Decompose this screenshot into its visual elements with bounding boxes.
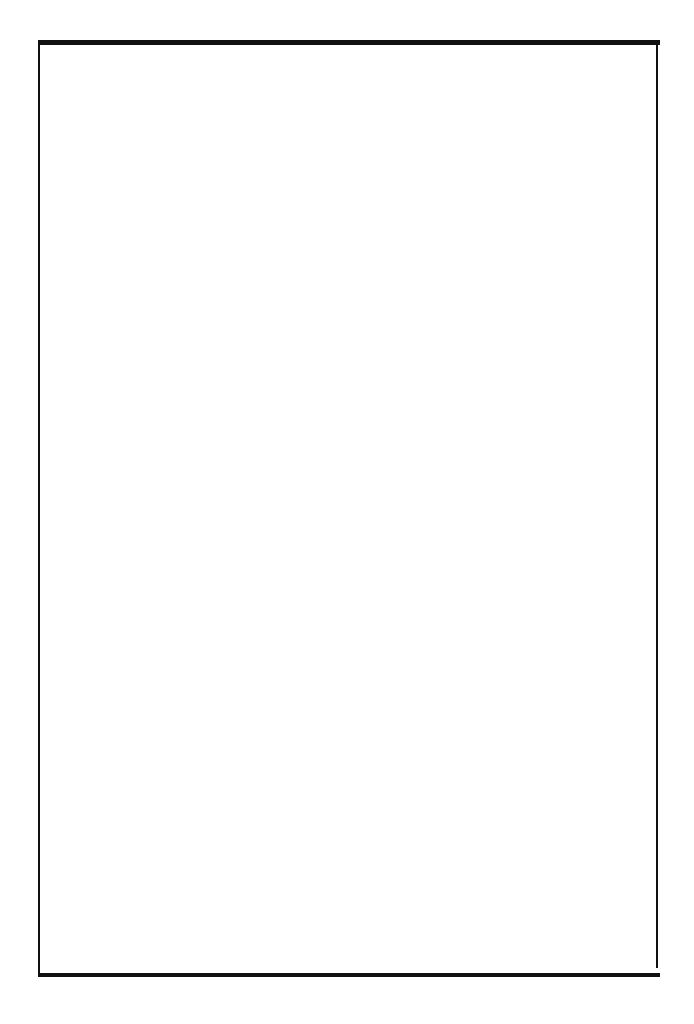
- margin-tab: [656, 40, 694, 968]
- page-frame: [38, 40, 660, 977]
